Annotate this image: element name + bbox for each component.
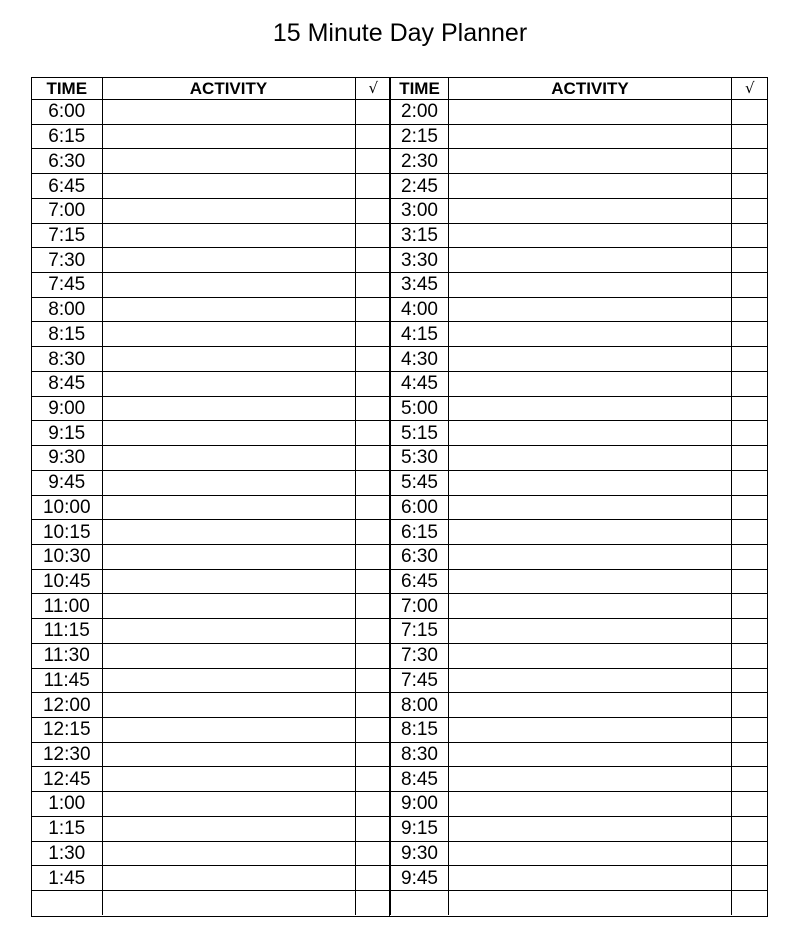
time-cell: 9:15 — [32, 421, 102, 446]
time-cell: 7:45 — [391, 668, 449, 693]
check-cell[interactable] — [732, 322, 768, 347]
time-cell: 11:30 — [32, 643, 102, 668]
check-cell[interactable] — [732, 792, 768, 817]
activity-cell[interactable] — [449, 396, 732, 421]
activity-cell[interactable] — [102, 371, 355, 396]
time-cell: 6:15 — [32, 124, 102, 149]
schedule-row — [32, 594, 391, 619]
activity-cell[interactable] — [449, 174, 732, 199]
activity-cell[interactable] — [449, 495, 732, 520]
time-cell: 6:30 — [391, 544, 449, 569]
schedule-row — [391, 297, 768, 322]
check-cell[interactable] — [355, 792, 391, 817]
schedule-row — [32, 248, 391, 273]
schedule-row — [391, 792, 768, 817]
schedule-row — [391, 470, 768, 495]
time-cell: 3:45 — [391, 273, 449, 298]
check-cell[interactable] — [732, 668, 768, 693]
time-cell: 8:45 — [32, 371, 102, 396]
check-cell[interactable] — [355, 668, 391, 693]
activity-cell[interactable] — [102, 866, 355, 891]
time-cell: 8:15 — [391, 717, 449, 742]
check-cell[interactable] — [732, 223, 768, 248]
schedule-row — [32, 223, 391, 248]
time-cell: 6:45 — [391, 569, 449, 594]
activity-cell[interactable] — [449, 891, 732, 916]
time-cell: 11:00 — [32, 594, 102, 619]
header-row — [391, 78, 768, 100]
check-cell[interactable] — [732, 149, 768, 174]
check-cell[interactable] — [355, 816, 391, 841]
activity-cell[interactable] — [102, 198, 355, 223]
schedule-row — [391, 717, 768, 742]
check-cell[interactable] — [732, 544, 768, 569]
schedule-row — [32, 322, 391, 347]
time-cell: 1:45 — [32, 866, 102, 891]
time-cell: 7:00 — [32, 198, 102, 223]
time-cell: 3:15 — [391, 223, 449, 248]
time-cell: 8:00 — [32, 297, 102, 322]
time-cell: 3:30 — [391, 248, 449, 273]
check-cell[interactable] — [732, 198, 768, 223]
activity-cell[interactable] — [449, 371, 732, 396]
activity-header: ACTIVITY — [102, 78, 355, 100]
schedule-row — [391, 446, 768, 471]
check-cell[interactable] — [355, 717, 391, 742]
schedule-row — [32, 446, 391, 471]
activity-cell[interactable] — [102, 767, 355, 792]
activity-cell[interactable] — [449, 742, 732, 767]
time-cell — [391, 891, 449, 916]
activity-cell[interactable] — [449, 297, 732, 322]
time-cell: 5:00 — [391, 396, 449, 421]
time-cell: 8:45 — [391, 767, 449, 792]
check-cell[interactable] — [355, 742, 391, 767]
check-cell[interactable] — [355, 396, 391, 421]
check-cell[interactable] — [732, 174, 768, 199]
check-cell[interactable] — [732, 816, 768, 841]
schedule-row — [391, 223, 768, 248]
time-cell — [32, 891, 102, 916]
activity-cell[interactable] — [102, 297, 355, 322]
activity-cell[interactable] — [102, 891, 355, 916]
time-cell: 8:15 — [32, 322, 102, 347]
check-cell[interactable] — [732, 248, 768, 273]
activity-cell[interactable] — [102, 544, 355, 569]
activity-cell[interactable] — [102, 594, 355, 619]
check-cell[interactable] — [732, 396, 768, 421]
time-cell: 3:00 — [391, 198, 449, 223]
activity-cell[interactable] — [449, 866, 732, 891]
time-cell: 6:15 — [391, 520, 449, 545]
schedule-row — [32, 347, 391, 372]
schedule-row — [32, 866, 391, 891]
time-cell: 5:45 — [391, 470, 449, 495]
schedule-row — [391, 198, 768, 223]
schedule-row — [32, 792, 391, 817]
check-cell[interactable] — [732, 470, 768, 495]
time-cell: 11:45 — [32, 668, 102, 693]
time-cell: 2:00 — [391, 100, 449, 125]
schedule-row — [32, 717, 391, 742]
time-cell: 10:45 — [32, 569, 102, 594]
time-cell: 9:15 — [391, 816, 449, 841]
activity-cell[interactable] — [449, 248, 732, 273]
schedule-row — [32, 767, 391, 792]
time-cell: 10:15 — [32, 520, 102, 545]
schedule-row — [32, 668, 391, 693]
activity-cell[interactable] — [449, 668, 732, 693]
schedule-row — [32, 273, 391, 298]
check-cell[interactable] — [355, 520, 391, 545]
check-cell[interactable] — [732, 347, 768, 372]
time-cell: 2:45 — [391, 174, 449, 199]
activity-cell[interactable] — [449, 198, 732, 223]
check-cell[interactable] — [732, 100, 768, 125]
activity-cell[interactable] — [102, 347, 355, 372]
check-header: √ — [355, 78, 391, 100]
activity-cell[interactable] — [102, 569, 355, 594]
schedule-row — [32, 396, 391, 421]
activity-cell[interactable] — [449, 643, 732, 668]
schedule-row — [32, 816, 391, 841]
activity-cell[interactable] — [449, 569, 732, 594]
activity-cell[interactable] — [102, 174, 355, 199]
schedule-row — [32, 371, 391, 396]
check-cell[interactable] — [355, 297, 391, 322]
time-cell: 4:45 — [391, 371, 449, 396]
check-cell[interactable] — [355, 223, 391, 248]
activity-cell[interactable] — [102, 668, 355, 693]
time-cell: 1:30 — [32, 841, 102, 866]
time-cell: 1:15 — [32, 816, 102, 841]
check-cell[interactable] — [732, 742, 768, 767]
check-cell[interactable] — [732, 495, 768, 520]
check-header: √ — [732, 78, 768, 100]
time-cell: 7:15 — [391, 619, 449, 644]
time-cell: 2:15 — [391, 124, 449, 149]
check-cell[interactable] — [355, 174, 391, 199]
schedule-row — [391, 742, 768, 767]
check-cell[interactable] — [355, 767, 391, 792]
time-header: TIME — [32, 78, 102, 100]
check-cell[interactable] — [732, 421, 768, 446]
activity-cell[interactable] — [449, 792, 732, 817]
time-cell: 1:00 — [32, 792, 102, 817]
schedule-row — [391, 347, 768, 372]
time-cell: 12:30 — [32, 742, 102, 767]
time-cell: 2:30 — [391, 149, 449, 174]
check-cell[interactable] — [355, 891, 391, 916]
activity-cell[interactable] — [449, 693, 732, 718]
activity-cell[interactable] — [102, 223, 355, 248]
schedule-row — [32, 470, 391, 495]
schedule-row — [391, 767, 768, 792]
check-cell[interactable] — [355, 544, 391, 569]
time-cell: 9:45 — [32, 470, 102, 495]
schedule-row — [391, 371, 768, 396]
schedule-row — [391, 495, 768, 520]
time-cell: 5:15 — [391, 421, 449, 446]
check-cell[interactable] — [355, 569, 391, 594]
time-cell: 12:45 — [32, 767, 102, 792]
activity-cell[interactable] — [449, 446, 732, 471]
schedule-row — [391, 149, 768, 174]
header-row — [32, 78, 391, 100]
time-cell: 9:45 — [391, 866, 449, 891]
time-cell: 9:00 — [32, 396, 102, 421]
check-cell[interactable] — [355, 495, 391, 520]
activity-cell[interactable] — [449, 100, 732, 125]
planner-left-column — [31, 78, 390, 916]
schedule-row — [391, 174, 768, 199]
schedule-row — [391, 693, 768, 718]
schedule-row — [32, 421, 391, 446]
schedule-row — [391, 643, 768, 668]
check-cell[interactable] — [355, 594, 391, 619]
schedule-row — [391, 396, 768, 421]
activity-cell[interactable] — [102, 396, 355, 421]
activity-cell[interactable] — [102, 100, 355, 125]
check-cell[interactable] — [732, 717, 768, 742]
activity-cell[interactable] — [449, 149, 732, 174]
activity-cell[interactable] — [449, 841, 732, 866]
activity-cell[interactable] — [102, 124, 355, 149]
schedule-row — [32, 198, 391, 223]
check-cell[interactable] — [732, 619, 768, 644]
activity-cell[interactable] — [102, 273, 355, 298]
schedule-row — [32, 841, 391, 866]
check-cell[interactable] — [355, 841, 391, 866]
schedule-row — [32, 149, 391, 174]
time-cell: 4:00 — [391, 297, 449, 322]
time-cell: 6:30 — [32, 149, 102, 174]
activity-cell[interactable] — [102, 816, 355, 841]
check-cell[interactable] — [355, 619, 391, 644]
schedule-row — [391, 866, 768, 891]
activity-cell[interactable] — [102, 619, 355, 644]
schedule-row — [32, 520, 391, 545]
check-cell[interactable] — [732, 297, 768, 322]
check-cell[interactable] — [732, 446, 768, 471]
check-cell[interactable] — [732, 841, 768, 866]
time-cell: 9:00 — [391, 792, 449, 817]
schedule-row — [391, 322, 768, 347]
schedule-row — [391, 619, 768, 644]
time-cell: 10:30 — [32, 544, 102, 569]
check-cell[interactable] — [355, 866, 391, 891]
time-cell: 7:30 — [391, 643, 449, 668]
activity-cell[interactable] — [449, 520, 732, 545]
time-cell: 12:00 — [32, 693, 102, 718]
schedule-row — [32, 643, 391, 668]
schedule-row — [32, 100, 391, 125]
check-cell[interactable] — [732, 371, 768, 396]
activity-header: ACTIVITY — [449, 78, 732, 100]
activity-cell[interactable] — [102, 643, 355, 668]
check-cell[interactable] — [732, 643, 768, 668]
time-cell: 6:45 — [32, 174, 102, 199]
schedule-row — [391, 841, 768, 866]
activity-cell[interactable] — [102, 470, 355, 495]
check-cell[interactable] — [355, 643, 391, 668]
schedule-row — [391, 569, 768, 594]
activity-cell[interactable] — [449, 470, 732, 495]
time-cell: 8:30 — [32, 347, 102, 372]
time-cell: 6:00 — [391, 495, 449, 520]
activity-cell[interactable] — [449, 273, 732, 298]
activity-cell[interactable] — [102, 717, 355, 742]
right-schedule-table — [390, 78, 768, 915]
planner-right-column — [390, 78, 768, 916]
time-cell: 6:00 — [32, 100, 102, 125]
schedule-row — [391, 544, 768, 569]
schedule-row — [32, 297, 391, 322]
check-cell[interactable] — [732, 594, 768, 619]
check-cell[interactable] — [355, 347, 391, 372]
activity-cell[interactable] — [449, 717, 732, 742]
schedule-row — [391, 124, 768, 149]
check-cell[interactable] — [355, 446, 391, 471]
activity-cell[interactable] — [449, 223, 732, 248]
check-cell[interactable] — [355, 248, 391, 273]
check-cell[interactable] — [355, 693, 391, 718]
check-cell[interactable] — [355, 470, 391, 495]
time-cell: 7:30 — [32, 248, 102, 273]
schedule-row — [32, 174, 391, 199]
schedule-row — [32, 693, 391, 718]
check-cell[interactable] — [732, 520, 768, 545]
time-cell: 10:00 — [32, 495, 102, 520]
schedule-row — [391, 520, 768, 545]
schedule-row — [391, 668, 768, 693]
activity-cell[interactable] — [449, 619, 732, 644]
activity-cell[interactable] — [449, 322, 732, 347]
check-cell[interactable] — [732, 569, 768, 594]
time-cell: 7:45 — [32, 273, 102, 298]
activity-cell[interactable] — [102, 248, 355, 273]
activity-cell[interactable] — [449, 421, 732, 446]
activity-cell[interactable] — [449, 124, 732, 149]
activity-cell[interactable] — [102, 149, 355, 174]
check-cell[interactable] — [355, 198, 391, 223]
activity-cell[interactable] — [449, 544, 732, 569]
activity-cell[interactable] — [102, 841, 355, 866]
schedule-row — [32, 495, 391, 520]
schedule-row — [32, 891, 391, 916]
check-cell[interactable] — [355, 149, 391, 174]
check-cell[interactable] — [732, 866, 768, 891]
check-cell[interactable] — [355, 371, 391, 396]
time-cell: 12:15 — [32, 717, 102, 742]
time-cell: 8:00 — [391, 693, 449, 718]
activity-cell[interactable] — [102, 421, 355, 446]
check-cell[interactable] — [732, 124, 768, 149]
activity-cell[interactable] — [102, 520, 355, 545]
activity-cell[interactable] — [449, 767, 732, 792]
activity-cell[interactable] — [102, 495, 355, 520]
check-cell[interactable] — [355, 273, 391, 298]
schedule-row — [32, 742, 391, 767]
time-cell: 9:30 — [32, 446, 102, 471]
check-cell[interactable] — [355, 124, 391, 149]
schedule-row — [391, 421, 768, 446]
time-cell: 4:15 — [391, 322, 449, 347]
activity-cell[interactable] — [102, 322, 355, 347]
activity-cell[interactable] — [449, 594, 732, 619]
activity-cell[interactable] — [102, 792, 355, 817]
check-cell[interactable] — [355, 421, 391, 446]
planner-grid — [31, 77, 768, 917]
page-title: 15 Minute Day Planner — [272, 19, 528, 47]
activity-cell[interactable] — [102, 742, 355, 767]
schedule-row — [391, 594, 768, 619]
check-cell[interactable] — [732, 891, 768, 916]
activity-cell[interactable] — [449, 816, 732, 841]
schedule-row — [32, 124, 391, 149]
schedule-row — [391, 816, 768, 841]
schedule-row — [391, 100, 768, 125]
schedule-row — [32, 569, 391, 594]
time-cell: 7:00 — [391, 594, 449, 619]
check-cell[interactable] — [732, 767, 768, 792]
check-cell[interactable] — [355, 322, 391, 347]
activity-cell[interactable] — [102, 693, 355, 718]
check-cell[interactable] — [732, 273, 768, 298]
schedule-row — [32, 544, 391, 569]
time-cell: 7:15 — [32, 223, 102, 248]
left-schedule-table — [32, 78, 391, 915]
time-cell: 8:30 — [391, 742, 449, 767]
schedule-row — [32, 619, 391, 644]
time-cell: 4:30 — [391, 347, 449, 372]
check-cell[interactable] — [355, 100, 391, 125]
schedule-row — [391, 248, 768, 273]
time-cell: 5:30 — [391, 446, 449, 471]
time-cell: 9:30 — [391, 841, 449, 866]
activity-cell[interactable] — [102, 446, 355, 471]
time-cell: 11:15 — [32, 619, 102, 644]
activity-cell[interactable] — [449, 347, 732, 372]
time-header: TIME — [391, 78, 449, 100]
check-cell[interactable] — [732, 693, 768, 718]
schedule-row — [391, 891, 768, 916]
schedule-row — [391, 273, 768, 298]
